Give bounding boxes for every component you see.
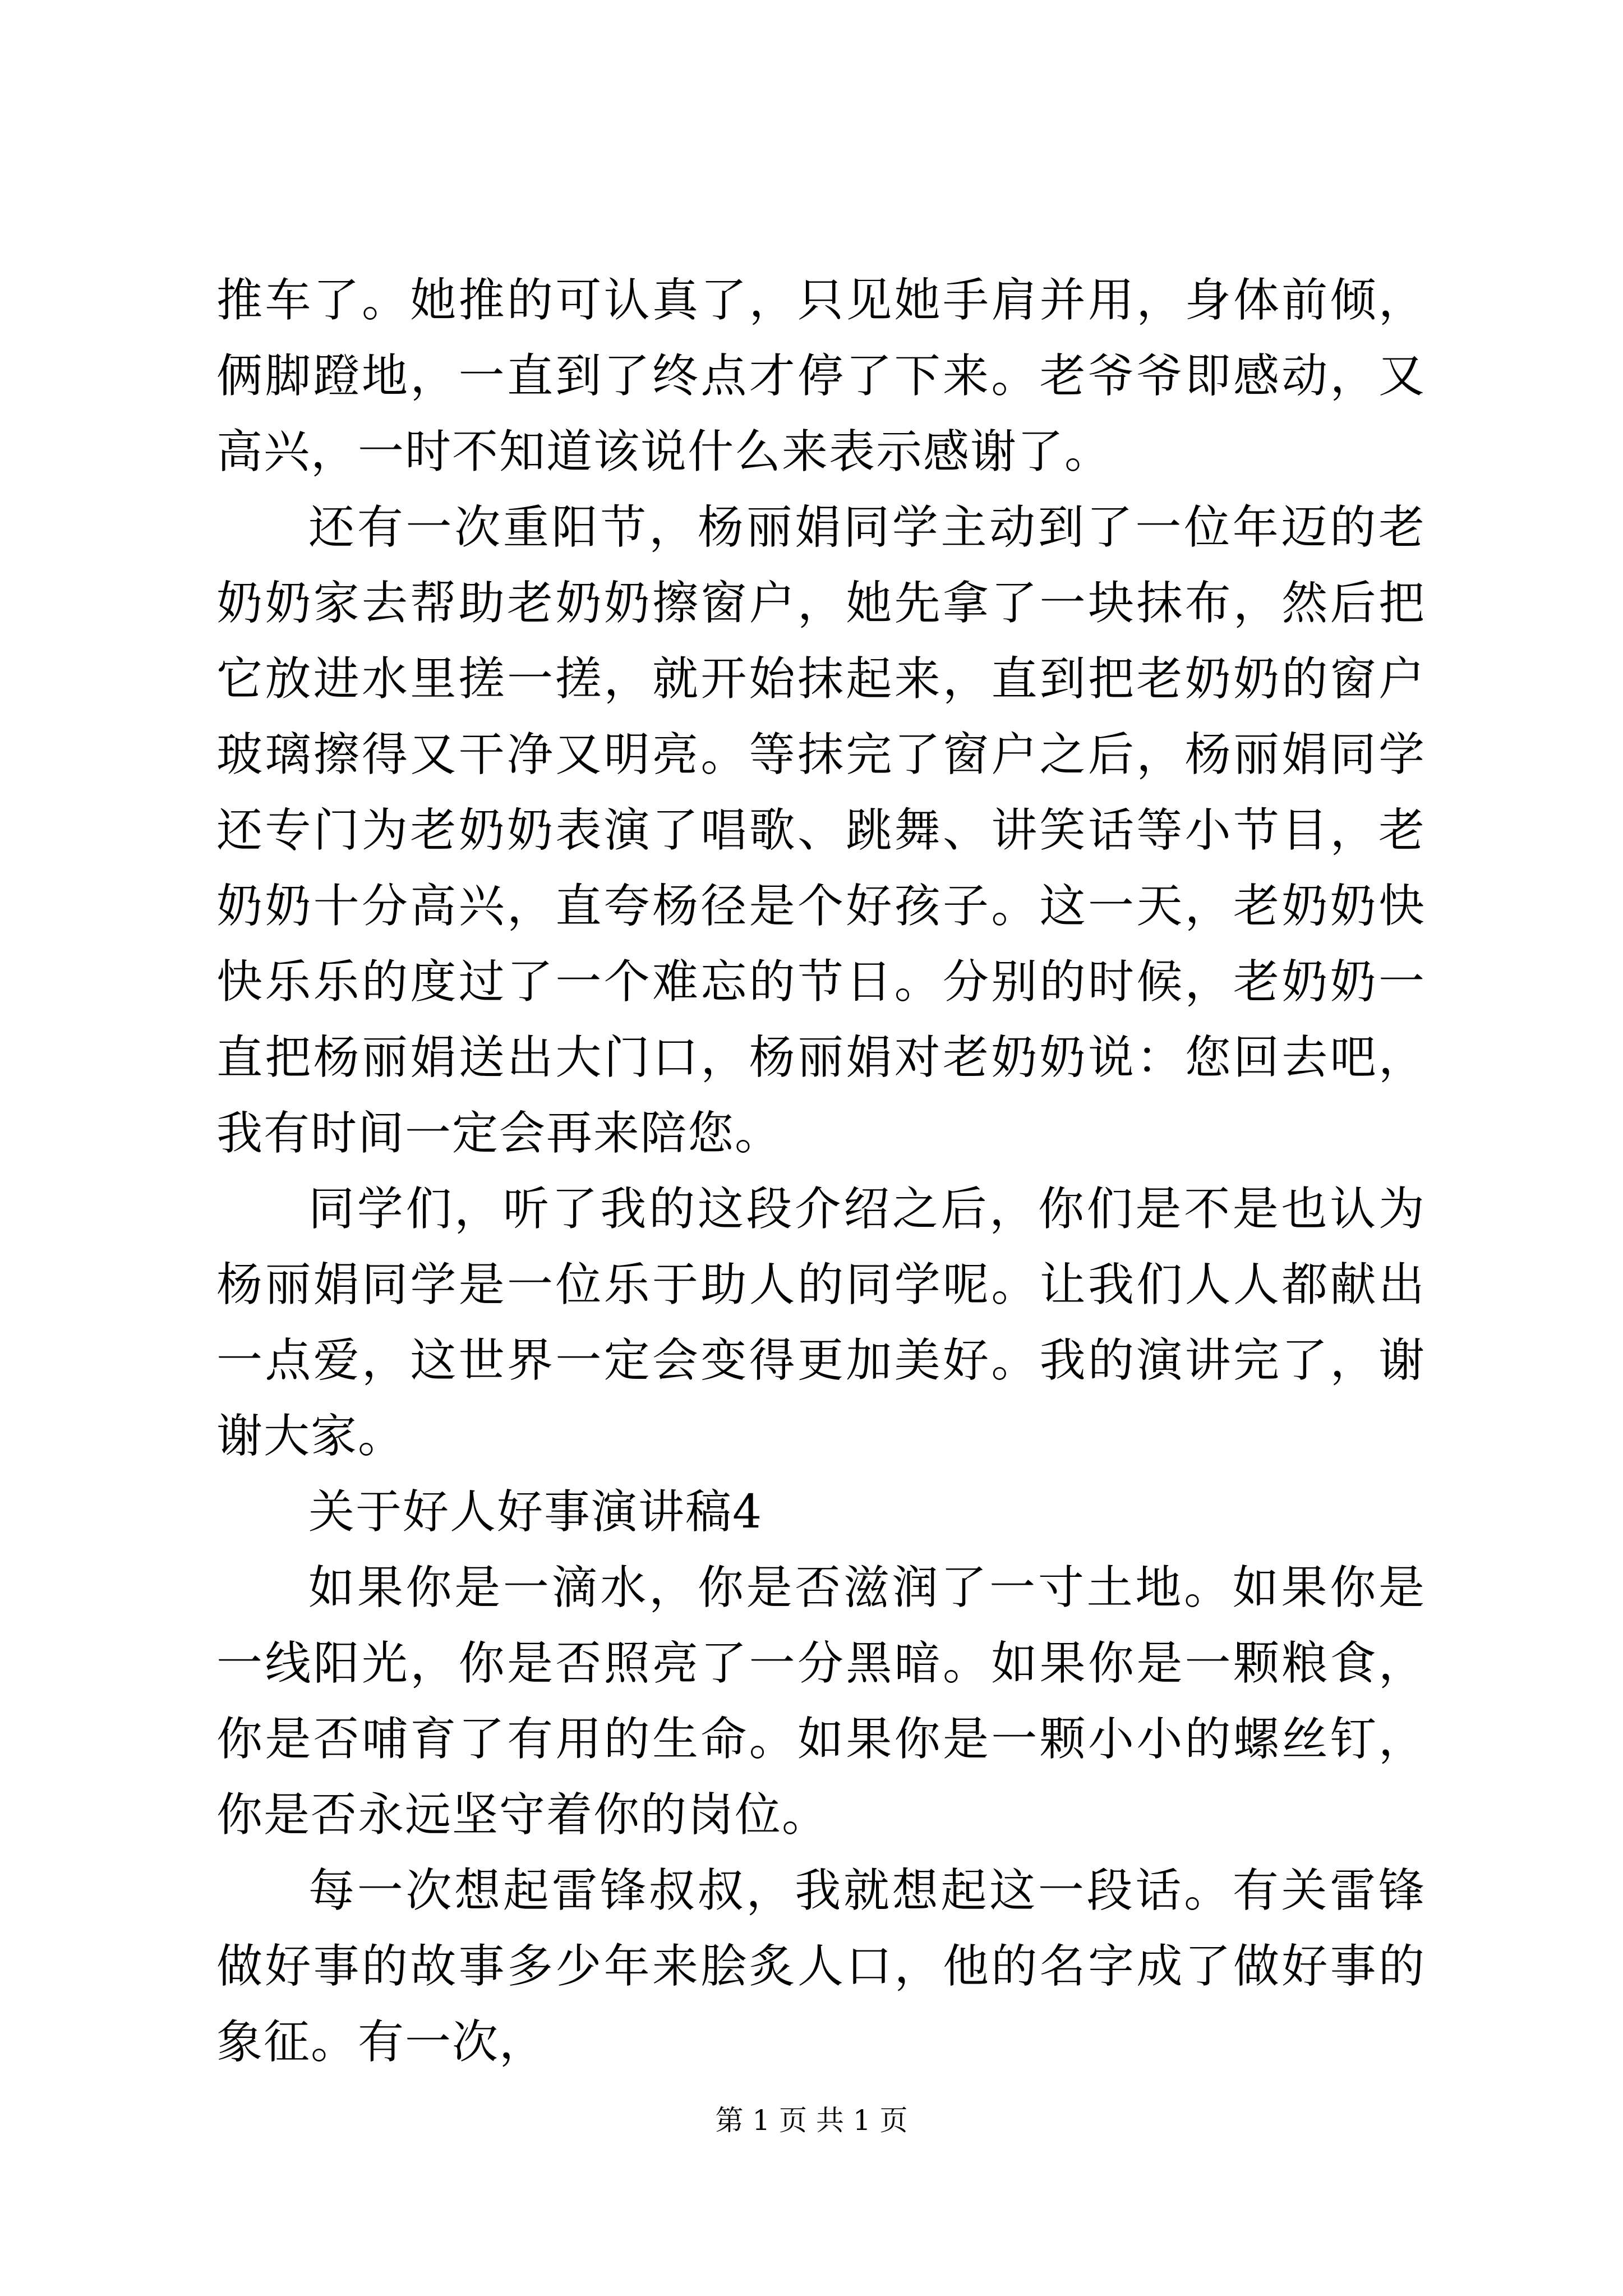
paragraph-water-drop: 如果你是一滴水，你是否滋润了一寸土地。如果你是一线阳光，你是否照亮了一分黑暗。如果你是一颗粮食，你是否哺育了有用的生命。如果你是一颗小小的螺丝钉，你是否永远坚守着你的岗位。 [216, 1561, 1426, 1842]
document-body [216, 263, 1426, 2080]
paragraph-chongyang: 还有一次重阳节，杨丽娟同学主动到了一位年迈的老奶奶家去帮助老奶奶擦窗户，她先拿了一块抹布，然后把它放进水里搓一搓，就开始抹起来，直到把老奶奶的窗户玻璃擦得又干净又明亮。等抹完了窗户之后，杨丽娟同学还专门为老奶奶表演了唱歌、跳舞、讲笑话等小节目，老奶奶十分高兴，直夸杨径是个好孩子。这一天，老奶奶快快乐乐的度过了一个难忘的节日。分别的时候，老奶奶一直把杨丽娟送出大门口，杨丽娟对老奶奶说：您回去吧，我有时间一定会再来陪您。 [216, 501, 1426, 1160]
paragraph-conclusion: 同学们，听了我的这段介绍之后，你们是不是也认为杨丽娟同学是一位乐于助人的同学呢。让我们人人都献出一点爱，这世界一定会变得更加美好。我的演讲完了，谢谢大家。 [216, 1182, 1426, 1463]
paragraph-continued: 推车了。她推的可认真了，只见她手肩并用，身体前倾，俩脚蹬地，一直到了终点才停了下来。老爷爷即感动，又高兴，一时不知道该说什么来表示感谢了。 [216, 274, 1426, 478]
page-footer: 第 1 页 共 1 页 [715, 2104, 908, 2137]
paragraph-lei-feng: 每一次想起雷锋叔叔，我就想起这一段话。有关雷锋做好事的故事多少年来脍炙人口，他的名字成了做好事的象征。有一次， [216, 1864, 1426, 2069]
section-heading: 关于好人好事演讲稿4 [308, 1485, 763, 1539]
